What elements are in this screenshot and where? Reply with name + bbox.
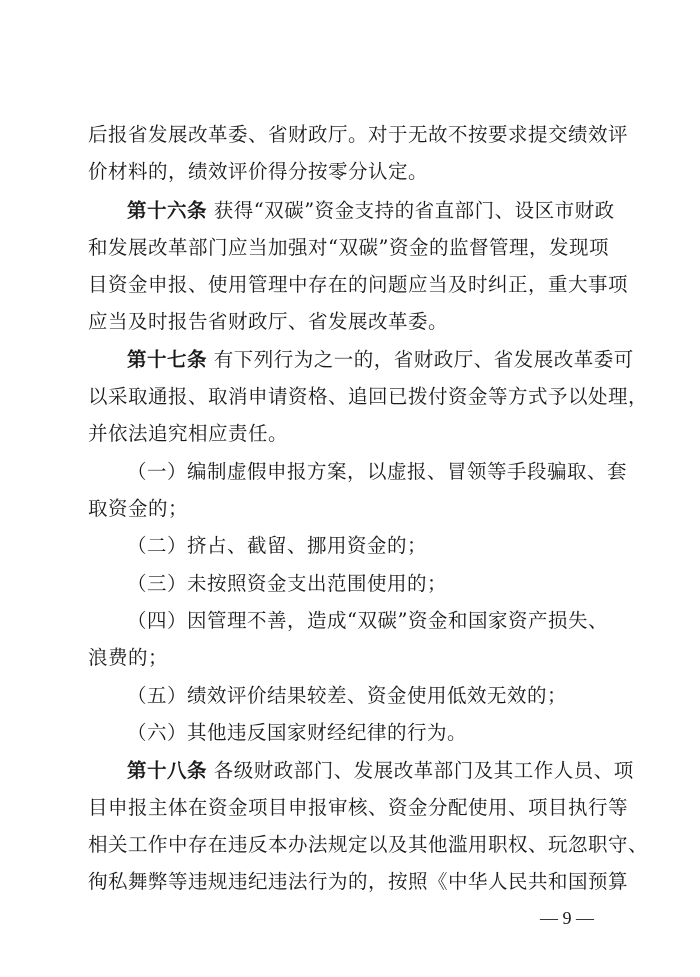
- page-number: — 9 —: [540, 908, 594, 928]
- text-line: 目申报主体在资金项目申报审核、资金分配使用、项目执行等: [88, 796, 629, 819]
- text-line: 获得“双碳”资金支持的省直部门、设区市财政: [213, 199, 615, 222]
- text-line: 和发展改革部门应当加强对“双碳”资金的监督管理，发现项: [88, 236, 609, 259]
- list-item: （五）绩效评价结果较差、资金使用低效无效的；: [127, 684, 568, 707]
- list-item: （四）因管理不善，造成“双碳”资金和国家资产损失、: [127, 609, 608, 632]
- text-line: 后报省发展改革委、省财政厅。对于无故不按要求提交绩效评: [88, 123, 629, 146]
- article-18-paragraph: [127, 759, 634, 783]
- article-18-heading: 第十八条: [127, 759, 208, 782]
- list-item: （六）其他违反国家财经纪律的行为。: [127, 721, 468, 744]
- article-17-heading: 第十七条: [127, 348, 208, 371]
- article-16-paragraph: [127, 199, 628, 223]
- text-line: 以采取通报、取消申请资格、追回已拨付资金等方式予以处理，: [88, 385, 649, 408]
- text-line: 价材料的，绩效评价得分按零分认定。: [88, 160, 429, 183]
- text-line: 目资金申报、使用管理中存在的问题应当及时纠正，重大事项: [88, 273, 629, 296]
- list-item: （三）未按照资金支出范围使用的；: [127, 572, 448, 595]
- text-line: 徇私舞弊等违规违纪违法行为的，按照《中华人民共和国预算: [88, 870, 629, 893]
- text-line: 取资金的；: [88, 497, 189, 520]
- text-line: 相关工作中存在违反本办法规定以及其他滥用职权、玩忽职守、: [88, 833, 649, 856]
- text-line: 应当及时报告省财政厅、省发展改革委。: [88, 310, 449, 333]
- text-line: 有下列行为之一的，省财政厅、省发展改革委可: [213, 348, 634, 371]
- article-17-paragraph: [127, 348, 634, 372]
- article-16-heading: 第十六条: [127, 199, 208, 222]
- list-item: （一）编制虚假申报方案，以虚报、冒领等手段骗取、套: [127, 460, 628, 483]
- text-line: 浪费的；: [88, 646, 169, 669]
- text-line: 并依法追究相应责任。: [88, 422, 289, 445]
- text-line: 各级财政部门、发展改革部门及其工作人员、项: [213, 759, 634, 782]
- list-item: （二）挤占、截留、挪用资金的；: [127, 534, 428, 557]
